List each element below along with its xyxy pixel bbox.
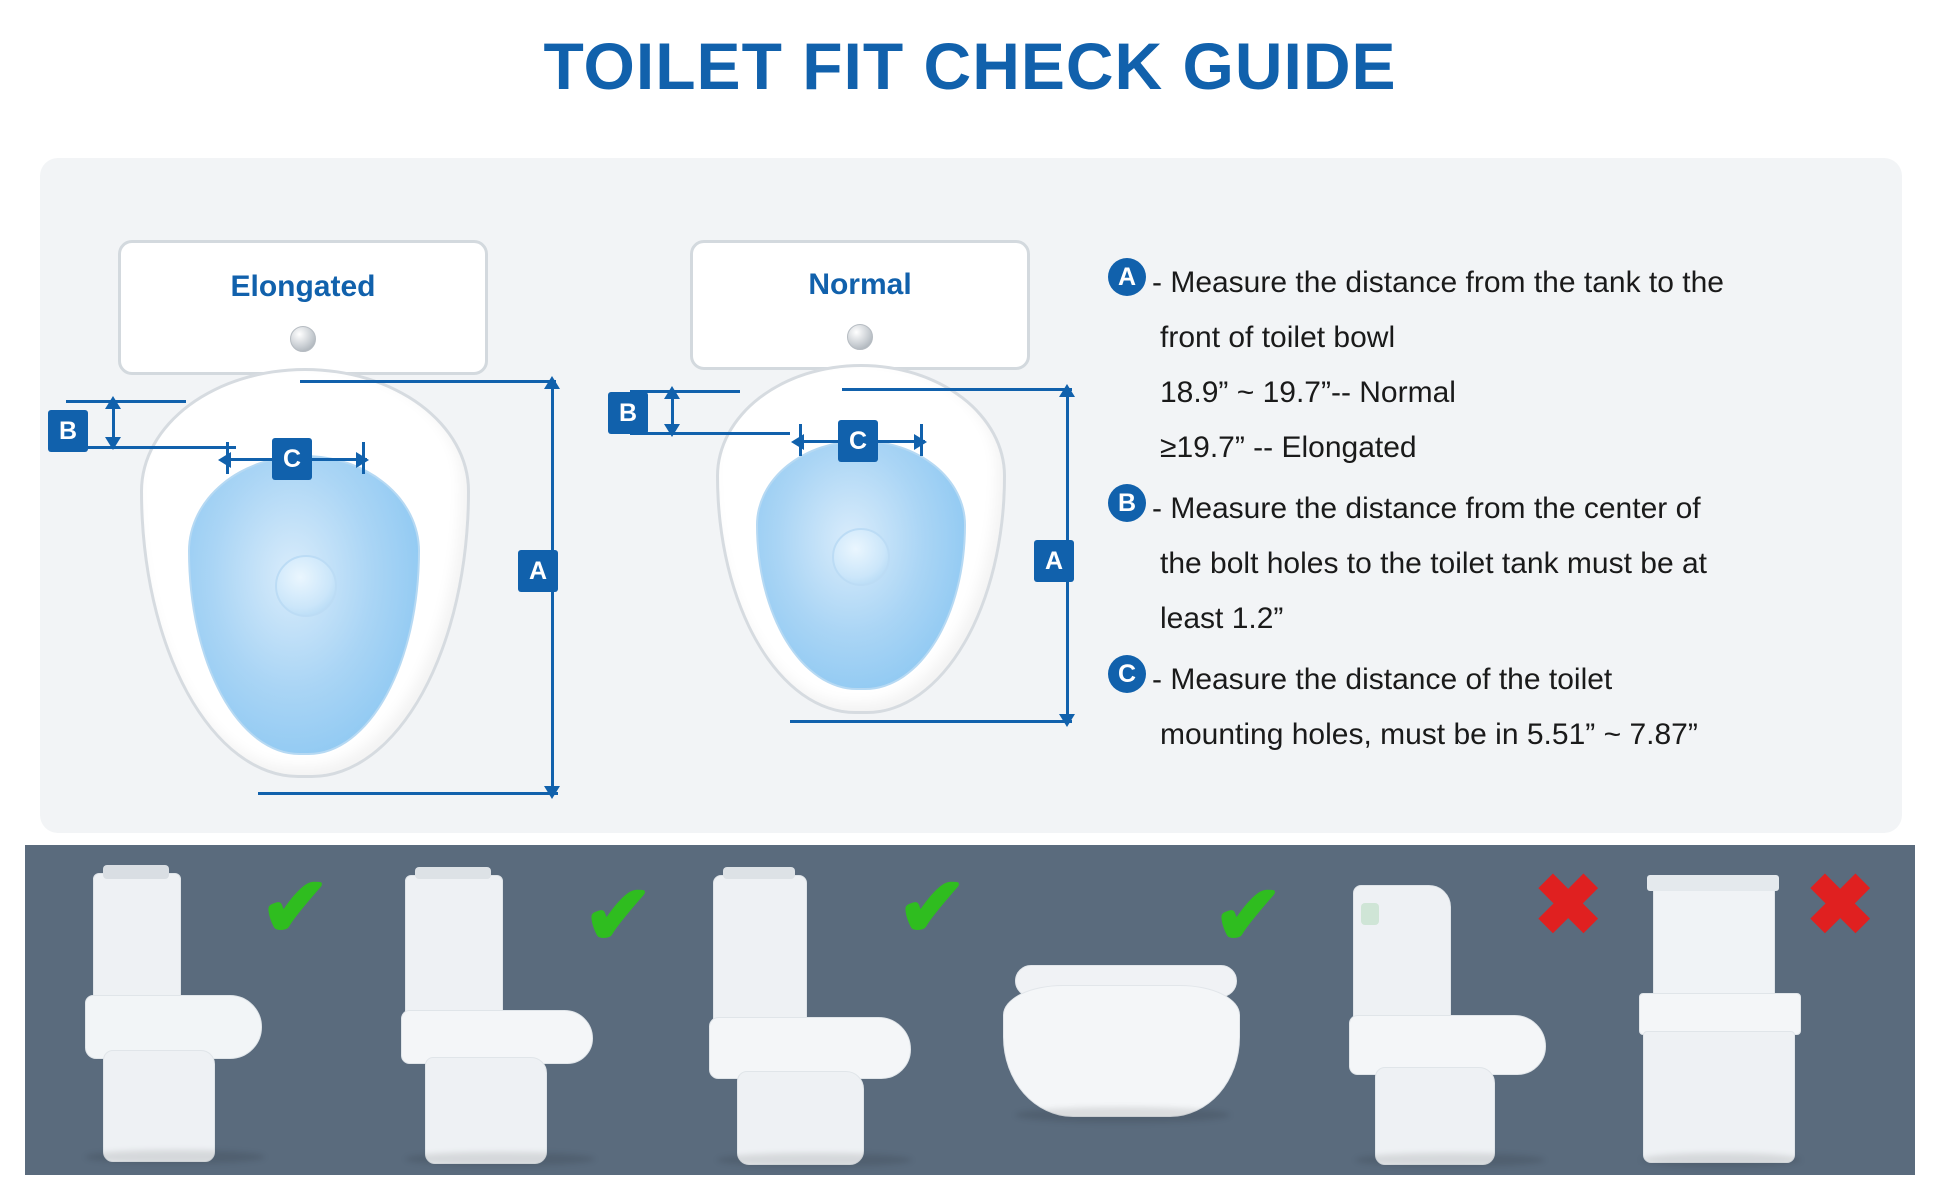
instruction-a-text (1146, 255, 1898, 475)
instruction-a-line-4: ≥19.7” -- Elongated (1160, 431, 1417, 464)
compat-mark-one-piece-toilet: ✔ (260, 860, 331, 954)
page-title: TOILET FIT CHECK GUIDE (543, 29, 1397, 103)
normal-label: Normal (808, 268, 912, 301)
elongated-label: Elongated (230, 270, 376, 303)
instruction-a (1108, 255, 1898, 475)
normal-tank (690, 240, 1030, 370)
compatibility-strip (25, 845, 1915, 1175)
instruction-c-line-2: mounting holes, must be in 5.51” ~ 7.87” (1160, 718, 1698, 751)
elongated-bowl-drain (275, 555, 337, 617)
compat-mark-square-tank-toilet: ✖ (1805, 858, 1876, 952)
elongated-marker-b: B (48, 410, 88, 452)
elongated-tank (118, 240, 488, 375)
instructions-list (1108, 255, 1898, 768)
compat-item-one-piece-low-profile-toilet (675, 845, 975, 1175)
instruction-b (1108, 481, 1898, 646)
compat-mark-french-curve-tank-toilet: ✖ (1533, 858, 1604, 952)
instruction-a-line-3: 18.9” ~ 19.7”-- Normal (1160, 376, 1456, 409)
instruction-a-badge: A (1108, 258, 1146, 296)
normal-marker-b: B (608, 392, 648, 434)
compat-mark-one-piece-low-profile-toilet: ✔ (897, 860, 968, 954)
normal-marker-a: A (1034, 540, 1074, 582)
instruction-a-line-2: front of toilet bowl (1160, 321, 1396, 354)
instruction-c (1108, 652, 1898, 762)
instruction-b-line-2: the bolt holes to the toilet tank must be at (1160, 547, 1708, 580)
instruction-c-line-1: - Measure the distance of the toilet (1152, 663, 1613, 696)
instruction-a-line-1: - Measure the distance from the tank to the (1152, 266, 1724, 299)
elongated-flush-button-icon (290, 326, 316, 352)
compat-mark-two-piece-skirted-toilet: ✔ (583, 868, 654, 962)
instruction-b-line-3: least 1.2” (1160, 602, 1284, 635)
normal-flush-button-icon (847, 324, 873, 350)
compat-item-wall-hung-toilet (985, 845, 1305, 1175)
normal-bowl-drain (832, 528, 890, 586)
normal-marker-c: C (838, 420, 878, 462)
diagram-elongated (110, 240, 530, 800)
instruction-b-text (1146, 481, 1898, 646)
instruction-b-badge: B (1108, 484, 1146, 522)
compat-item-french-curve-tank-toilet (1315, 845, 1615, 1175)
instruction-c-badge: C (1108, 655, 1146, 693)
compat-item-two-piece-skirted-toilet (365, 845, 665, 1175)
compat-mark-wall-hung-toilet: ✔ (1213, 868, 1284, 962)
compat-item-one-piece-toilet (45, 845, 345, 1175)
instruction-b-line-1: - Measure the distance from the center of (1152, 492, 1701, 525)
elongated-marker-c: C (272, 438, 312, 480)
diagram-normal (680, 240, 1080, 740)
elongated-marker-a: A (518, 550, 558, 592)
compat-item-square-tank-toilet (1605, 845, 1905, 1175)
instruction-c-text (1146, 652, 1898, 762)
